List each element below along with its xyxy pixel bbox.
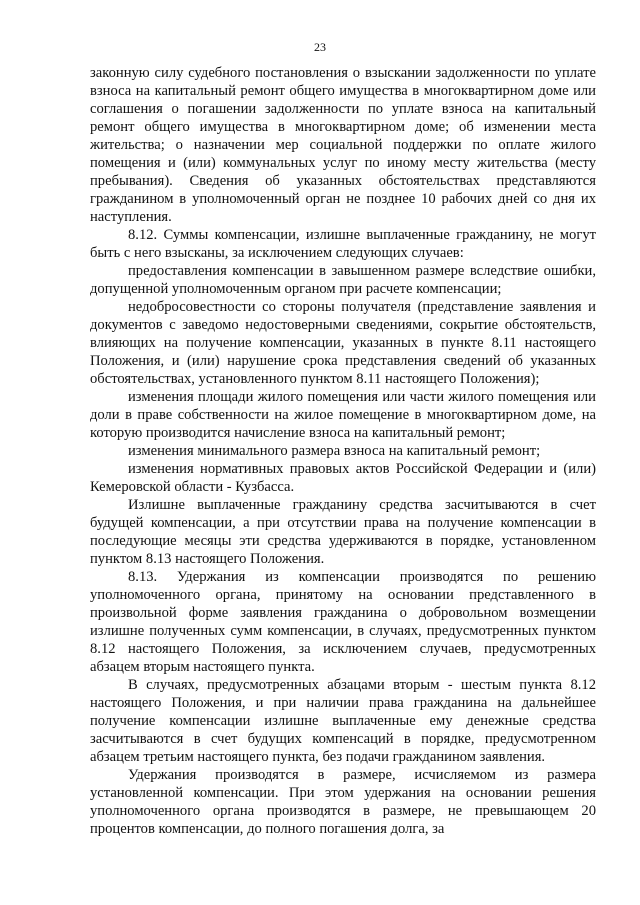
paragraph: предоставления компенсации в завышенном размере вследствие ошибки, допущенной уполномоченным органом при расчете компенсации;	[90, 263, 596, 297]
document-body	[90, 64, 596, 838]
paragraph: В случаях, предусмотренных абзацами вторым - шестым пункта 8.12 настоящего Положения, и при наличии права гражданина на дальнейшее получение компенсации излишне выплаченные ему денежные средства засчитываются в счет будущих компенсаций в порядке, предусмотренном абзацем третьим настоящего пункта, без подачи гражданином заявления.	[90, 677, 596, 765]
paragraph: недобросовестности со стороны получателя (представление заявления и документов с заведомо недостоверными сведениями, сокрытие обстоятельств, влияющих на получение компенсации, указанных в пункте 8.11 настоящего Положения, и (или) нарушение срока представления сведений об указанных обстоятельствах, установленного пунктом 8.11 настоящего Положения);	[90, 299, 596, 387]
paragraph: изменения минимального размера взноса на капитальный ремонт;	[128, 443, 541, 459]
paragraph: Удержания производятся в размере, исчисляемом из размера установленной компенсации. При этом удержания на основании решения уполномоченного органа производятся в размере, не превышающем 20 процентов компенсации, до полного погашения долга, за	[90, 767, 596, 837]
paragraph: изменения нормативных правовых актов Российской Федерации и (или) Кемеровской области - Кузбасса.	[90, 461, 596, 495]
page-number: 23	[314, 40, 326, 54]
paragraph: 8.13. Удержания из компенсации производятся по решению уполномоченного органа, принятому на основании представленного в произвольной форме заявления гражданина о добровольном возмещении излишне полученных сумм компенсации, в случаях, предусмотренных пунктом 8.12 настоящего Положения, за исключением случаев, предусмотренных абзацем вторым настоящего пункта.	[90, 569, 596, 675]
paragraph: изменения площади жилого помещения или части жилого помещения или доли в праве собственности на жилое помещение в многоквартирном доме, на которую производится начисление взноса на капитальный ремонт;	[90, 389, 596, 441]
paragraph: Излишне выплаченные гражданину средства засчитываются в счет будущей компенсации, а при отсутствии права на получение компенсации в последующие месяцы эти средства удерживаются в порядке, установленном пунктом 8.13 настоящего Положения.	[90, 497, 596, 567]
paragraph: 8.12. Суммы компенсации, излишне выплаченные гражданину, не могут быть с него взысканы, за исключением следующих случаев:	[90, 227, 596, 261]
paragraph: законную силу судебного постановления о взыскании задолженности по уплате взноса на капитальный ремонт общего имущества в многоквартирном доме или соглашения о погашении задолженности по уплате взноса на капитальный ремонт общего имущества в многоквартирном доме; об изменении места жительства; о назначении мер социальной поддержки по оплате жилого помещения и (или) коммунальных услуг по иному месту жительства (месту пребывания). Сведения об указанных обстоятельствах представляются гражданином в уполномоченный орган не позднее 10 рабочих дней со дня их наступления.	[90, 65, 596, 225]
